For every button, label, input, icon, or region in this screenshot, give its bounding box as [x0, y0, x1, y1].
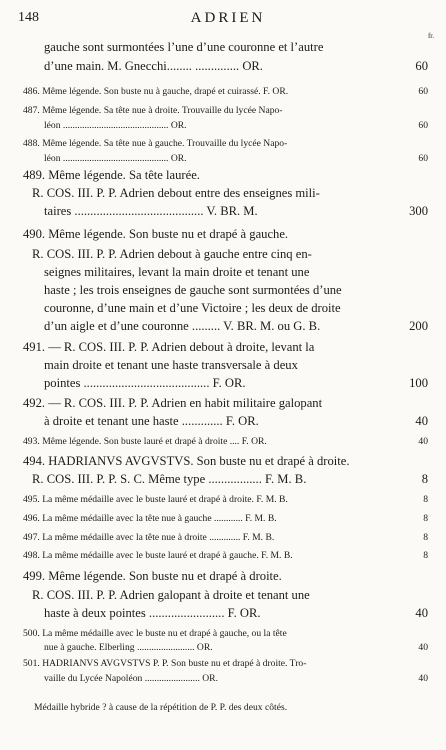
entry-line: 494. HADRIANVS AVGVSTVS. Son buste nu et drapé à droite.: [23, 454, 350, 468]
entry-line: 491. — R. COS. III. P. P. Adrien debout à droite, levant la: [23, 340, 315, 354]
entry-line: d’un aigle et d’une couronne ......... V. BR. M. ou G. B.: [44, 319, 321, 333]
entry-line: main droite et tenant une haste transversale à deux: [44, 358, 298, 372]
entry-line: 495. La même médaille avec le buste lauré et drapé à droite. F. M. B.: [23, 494, 288, 505]
entry-line: 497. La même médaille avec la tête nue à droite ............. F. M. B.: [23, 532, 275, 543]
entry-line: nue à gauche. Elberling ........................ OR.: [44, 642, 213, 653]
corner-mark: fr.: [427, 32, 434, 40]
entry-price: 300: [409, 204, 428, 218]
entry-line: léon ............................................ OR.: [44, 120, 187, 131]
running-title: ADRIEN: [190, 10, 266, 26]
footnote: Médaille hybride ? à cause de la répétition de P. P. des deux côtés.: [34, 702, 288, 713]
entry-line: 493. Même légende. Son buste lauré et drapé à droite .... F. OR.: [23, 436, 267, 447]
entry-line: R. COS. III. P. P. Adrien debout à gauche entre cinq en-: [32, 247, 312, 261]
entry-line: 486. Même légende. Son buste nu à gauche, drapé et cuirassé. F. OR.: [23, 86, 289, 97]
entry-line: haste à deux pointes ........................ F. OR.: [44, 606, 261, 620]
entry-line: couronne, d’une main et d’une Victoire ; les deux de droite: [44, 301, 341, 315]
entry-line: seignes militaires, levant la main droite et tenant une: [44, 265, 310, 279]
entry-line: vaille du Lycée Napoléon ....................... OR.: [44, 673, 218, 684]
entry-price: 60: [418, 120, 428, 131]
entry-line: gauche sont surmontées l’une d’une couronne et l’autre: [44, 40, 324, 54]
entry-line: haste ; les trois enseignes de gauche sont surmontées d’une: [44, 283, 342, 297]
entry-line: à droite et tenant une haste ............. F. OR.: [44, 414, 259, 428]
entry-price: 60: [418, 153, 428, 164]
entry-line: 488. Même légende. Sa tête nue à gauche. Trouvaille du lycée Napo-: [23, 138, 288, 149]
page-number: 148: [18, 10, 39, 25]
entry-price: 8: [423, 513, 428, 524]
entry-line: 490. Même légende. Son buste nu et drapé à gauche.: [23, 227, 289, 241]
entry-line: 492. — R. COS. III. P. P. Adrien en habit militaire galopant: [23, 396, 323, 410]
entry-line: 499. Même légende. Son buste nu et drapé à droite.: [23, 569, 282, 583]
entry-price: 8: [423, 494, 428, 505]
entry-price: 40: [418, 673, 428, 684]
entry-line: R. COS. III. P. P. Adrien debout entre des enseignes mili-: [32, 186, 320, 200]
entry-price: 40: [415, 414, 428, 428]
entry-line: 487. Même légende. Sa tête nue à droite. Trouvaille du lycée Napo-: [23, 105, 283, 116]
entry-line: 500. La même médaille avec le buste nu et drapé à gauche, ou la tête: [23, 628, 287, 639]
entry-line: R. COS. III. P. P. S. C. Même type ................. F. M. B.: [32, 472, 307, 486]
entry-line: 489. Même légende. Sa tête laurée.: [23, 168, 200, 182]
entry-price: 40: [418, 642, 428, 653]
entry-price: 8: [421, 472, 428, 486]
entry-line: 498. La même médaille avec le buste lauré et drapé à gauche. F. M. B.: [23, 550, 293, 561]
entry-price: 8: [423, 550, 428, 561]
entry-price: 40: [418, 436, 428, 447]
entry-price: 200: [409, 319, 428, 333]
entry-line: d’une main. M. Gnecchi........ .............. OR.: [44, 59, 263, 73]
entry-price: 40: [415, 606, 428, 620]
entry-line: 496. La même médaille avec la tête nue à gauche ............ F. M. B.: [23, 513, 277, 524]
entry-line: léon ............................................ OR.: [44, 153, 187, 164]
entry-price: 8: [423, 532, 428, 543]
entry-price: 60: [418, 86, 428, 97]
entry-price: 100: [409, 376, 428, 390]
entry-line: taires ......................................... V. BR. M.: [44, 204, 258, 218]
entry-line: 501. HADRIANVS AVGVSTVS P. P. Son buste nu et drapé à droite. Tro-: [23, 658, 307, 669]
entry-price: 60: [415, 59, 428, 73]
entry-line: pointes ........................................ F. OR.: [44, 376, 246, 390]
entry-line: R. COS. III. P. P. Adrien galopant à droite et tenant une: [32, 588, 310, 602]
page-header: [18, 10, 438, 40]
